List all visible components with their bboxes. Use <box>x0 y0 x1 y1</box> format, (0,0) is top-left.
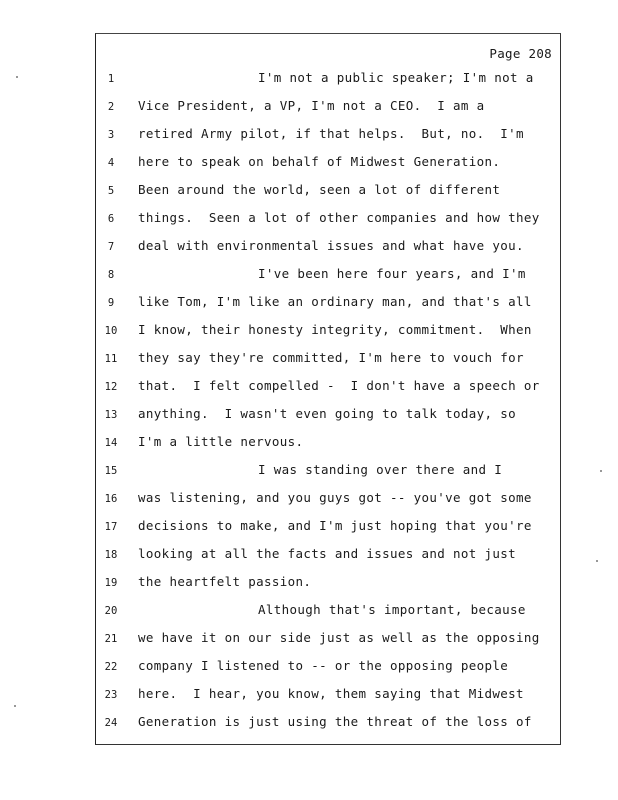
page-number: Page 208 <box>489 46 552 61</box>
line-text: things. Seen a lot of other companies and how they <box>138 210 540 225</box>
transcript-line <box>96 546 562 566</box>
line-text: the heartfelt passion. <box>138 574 312 589</box>
line-text: Although that's important, because <box>258 602 526 617</box>
transcript-line <box>96 434 562 454</box>
line-text: company I listened to -- or the opposing people <box>138 658 509 673</box>
line-number: 13 <box>104 409 118 421</box>
line-number: 22 <box>104 661 118 673</box>
line-number: 2 <box>107 101 115 113</box>
line-number: 11 <box>104 353 118 365</box>
transcript-line <box>96 686 562 706</box>
line-text: retired Army pilot, if that helps. But, no. I'm <box>138 126 524 141</box>
line-text: I'm a little nervous. <box>138 434 304 449</box>
transcript-line <box>96 602 562 622</box>
transcript-line <box>96 266 562 286</box>
line-text: like Tom, I'm like an ordinary man, and that's all <box>138 294 532 309</box>
line-number: 8 <box>107 269 115 281</box>
line-text: I was standing over there and I <box>258 462 503 477</box>
line-text: that. I felt compelled - I don't have a speech or <box>138 378 540 393</box>
line-number: 19 <box>104 577 118 589</box>
line-text: they say they're committed, I'm here to vouch for <box>138 350 524 365</box>
transcript-line <box>96 630 562 650</box>
transcript-line <box>96 70 562 90</box>
transcript-line <box>96 658 562 678</box>
line-number: 21 <box>104 633 118 645</box>
line-number: 18 <box>104 549 118 561</box>
line-number: 15 <box>104 465 118 477</box>
line-text: here to speak on behalf of Midwest Generation. <box>138 154 501 169</box>
transcript-line <box>96 210 562 230</box>
line-text: was listening, and you guys got -- you've got some <box>138 490 532 505</box>
transcript-line <box>96 462 562 482</box>
scan-speck <box>596 560 598 562</box>
line-number: 1 <box>107 73 115 85</box>
transcript-line <box>96 378 562 398</box>
scan-speck <box>16 76 18 78</box>
transcript-line <box>96 238 562 258</box>
line-text: I know, their honesty integrity, commitment. When <box>138 322 532 337</box>
line-text: I've been here four years, and I'm <box>258 266 526 281</box>
line-text: anything. I wasn't even going to talk today, so <box>138 406 517 421</box>
transcript-line <box>96 350 562 370</box>
line-text: Vice President, a VP, I'm not a CEO. I am a <box>138 98 485 113</box>
line-number: 3 <box>107 129 115 141</box>
transcript-line <box>96 98 562 118</box>
transcript-line <box>96 182 562 202</box>
line-text: deal with environmental issues and what have you. <box>138 238 524 253</box>
transcript-page <box>95 33 561 745</box>
line-number: 4 <box>107 157 115 169</box>
transcript-line <box>96 714 562 734</box>
line-number: 23 <box>104 689 118 701</box>
line-text: we have it on our side just as well as the opposing <box>138 630 540 645</box>
transcript-line <box>96 126 562 146</box>
line-number: 17 <box>104 521 118 533</box>
transcript-line <box>96 322 562 342</box>
line-number: 10 <box>104 325 118 337</box>
transcript-line <box>96 294 562 314</box>
line-number: 24 <box>104 717 118 729</box>
scan-speck <box>14 705 16 707</box>
line-text: Generation is just using the threat of the loss of <box>138 714 532 729</box>
line-text: looking at all the facts and issues and not just <box>138 546 517 561</box>
transcript-line <box>96 518 562 538</box>
transcript-line <box>96 154 562 174</box>
line-text: I'm not a public speaker; I'm not a <box>258 70 534 85</box>
line-number: 9 <box>107 297 115 309</box>
transcript-line <box>96 574 562 594</box>
line-number: 14 <box>104 437 118 449</box>
transcript-line <box>96 490 562 510</box>
line-number: 7 <box>107 241 115 253</box>
line-text: Been around the world, seen a lot of different <box>138 182 501 197</box>
line-text: decisions to make, and I'm just hoping that you're <box>138 518 532 533</box>
line-number: 5 <box>107 185 115 197</box>
line-number: 12 <box>104 381 118 393</box>
line-number: 20 <box>104 605 118 617</box>
line-number: 6 <box>107 213 115 225</box>
scan-speck <box>600 470 602 472</box>
line-text: here. I hear, you know, them saying that Midwest <box>138 686 524 701</box>
line-number: 16 <box>104 493 118 505</box>
transcript-line <box>96 406 562 426</box>
